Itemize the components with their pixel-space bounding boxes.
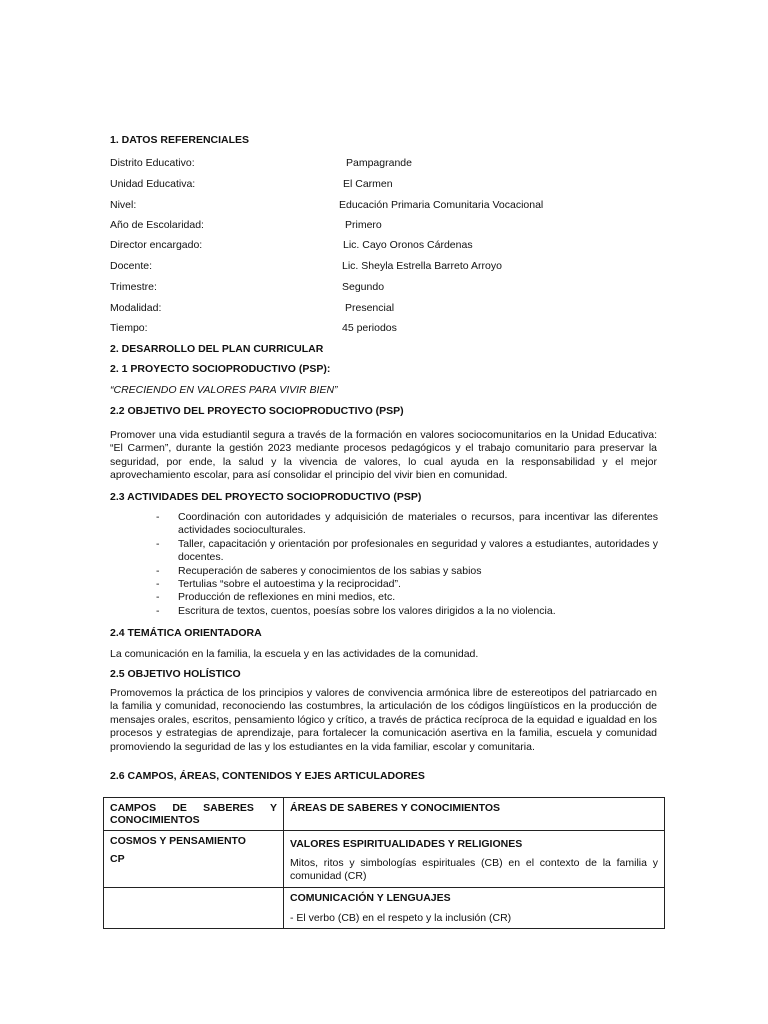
field-row-docente [110, 260, 670, 274]
list-item-text: Producción de reflexiones en mini medios, etc. [178, 591, 396, 604]
list-item-text: Tertulias “sobre el autoestima y la reciprocidad”. [178, 578, 401, 591]
field-label: Año de Escolaridad: [110, 219, 204, 231]
area-content: - El verbo (CB) en el respeto y la inclusión (CR) [290, 912, 512, 924]
section-title-tematica: 2.4 TEMÁTICA ORIENTADORA [110, 627, 262, 639]
field-row-ano [110, 219, 670, 233]
list-item-text: Taller, capacitación y orientación por profesionales en seguridad y valores a estudiantes, autoridades y docentes. [178, 537, 658, 564]
field-row-distrito [110, 157, 670, 171]
campos-table [103, 797, 665, 929]
table-header-row [104, 798, 665, 831]
holistico-text: Promovemos la práctica de los principios y valores de convivencia armónica libre de estereotipos del patriarcado en la familia y comunidad, reconociendo las costumbres, la articulación de los códigos lingüísticos en la producción de mensajes orales, escritos, pensamiento lógico y crítico, a través de práctica recíproca de la equidad e igualdad en los procesos y estrategias de aprendizaje, para fortalecer la comunicación asertiva en la familia, escuela y comunidad promoviendo la seguridad de las y los estudiantes en la vida familiar, escolar y comunitaria. [110, 687, 657, 753]
section-title-psp: 2. 1 PROYECTO SOCIOPRODUCTIVO (PSP): [110, 363, 331, 375]
field-label: Nivel: [110, 199, 137, 211]
table-header-areas: ÁREAS DE SABERES Y CONOCIMIENTOS [284, 798, 665, 831]
area-title: COMUNICACIÓN Y LENGUAJES [290, 892, 451, 904]
field-value: Segundo [342, 281, 385, 293]
list-item [150, 511, 658, 538]
bullet-dash: - [156, 537, 160, 550]
field-value: El Carmen [343, 178, 393, 190]
field-value: Educación Primaria Comunitaria Vocacional [339, 199, 544, 211]
field-value: Lic. Sheyla Estrella Barreto Arroyo [342, 260, 502, 272]
section-title-datos-referenciales: 1. DATOS REFERENCIALES [110, 134, 250, 146]
area-title: VALORES ESPIRITUALIDADES Y RELIGIONES [290, 838, 523, 850]
bullet-dash: - [156, 591, 160, 604]
list-item-text: Recuperación de saberes y conocimientos de los sabias y sabios [178, 564, 482, 577]
section-title-campos: 2.6 CAMPOS, ÁREAS, CONTENIDOS Y EJES ARTICULADORES [110, 770, 425, 782]
field-label: Unidad Educativa: [110, 178, 196, 190]
field-label: Director encargado: [110, 239, 203, 251]
table-header-campos: CAMPOS DE SABERES Y CONOCIMIENTOS [104, 798, 284, 831]
field-label: Modalidad: [110, 302, 162, 314]
list-item [150, 591, 658, 604]
bullet-dash: - [156, 511, 160, 523]
list-item [150, 605, 658, 618]
list-item [150, 565, 658, 578]
table-cell-area [284, 888, 665, 929]
table-row [104, 888, 665, 929]
table-row [104, 831, 665, 888]
field-row-unidad [110, 178, 670, 192]
field-row-modalidad [110, 302, 670, 316]
field-value: 45 periodos [342, 322, 397, 334]
field-value: Lic. Cayo Oronos Cárdenas [343, 239, 473, 251]
field-row-tiempo [110, 322, 670, 336]
actividades-list [150, 511, 658, 618]
bullet-dash: - [156, 578, 160, 591]
bullet-dash: - [156, 564, 160, 577]
list-item-text: Coordinación con autoridades y adquisición de materiales o recursos, para incentivar las diferentes actividades socioculturales. [178, 511, 658, 537]
field-label: Tiempo: [110, 322, 148, 334]
psp-name: “CRECIENDO EN VALORES PARA VIVIR BIEN” [110, 384, 338, 396]
tematica-text: La comunicación en la familia, la escuela y en las actividades de la comunidad. [110, 648, 479, 660]
field-value: Primero [345, 219, 382, 231]
field-label: Trimestre: [110, 281, 157, 293]
area-content: Mitos, ritos y simbologías espirituales (CB) en el contexto de la familia y comunidad (CR) [290, 857, 658, 882]
section-title-holistico: 2.5 OBJETIVO HOLÍSTICO [110, 668, 241, 680]
objetivo-psp-text: Promover una vida estudiantil segura a través de la formación en valores sociocomunitarios en la Unidad Educativa: “El Carmen”, durante la gestión 2023 mediante procesos pedagógicos y el trabajo comunitario para preservar la seguridad, por ende, la salud y la vivencia de valores, lo cual ayuda en la responsabilidad y el mejor aprovechamiento escolar, para así consolidar el principio del vivir bien en comunidad. [110, 429, 657, 482]
field-value: Presencial [345, 302, 395, 314]
field-value: Pampagrande [346, 157, 412, 169]
field-label: Distrito Educativo: [110, 157, 195, 169]
list-item-text: Escritura de textos, cuentos, poesías sobre los valores dirigidos a la no violencia. [178, 604, 556, 617]
section-title-actividades: 2.3 ACTIVIDADES DEL PROYECTO SOCIOPRODUCTIVO (PSP) [110, 491, 422, 503]
table-cell-campo-empty [104, 888, 284, 929]
bullet-dash: - [156, 604, 160, 617]
table-cell-campo [104, 831, 284, 888]
campo-code: CP [110, 853, 125, 865]
table-cell-area [284, 831, 665, 888]
field-row-director [110, 239, 670, 253]
section-title-objetivo-psp: 2.2 OBJETIVO DEL PROYECTO SOCIOPRODUCTIVO (PSP) [110, 405, 404, 417]
field-row-trimestre [110, 281, 670, 295]
list-item [150, 578, 658, 591]
field-row-nivel [110, 199, 670, 213]
field-label: Docente: [110, 260, 153, 272]
campo-name: COSMOS Y PENSAMIENTO [110, 835, 246, 847]
list-item [150, 538, 658, 565]
section-title-desarrollo: 2. DESARROLLO DEL PLAN CURRICULAR [110, 343, 324, 355]
